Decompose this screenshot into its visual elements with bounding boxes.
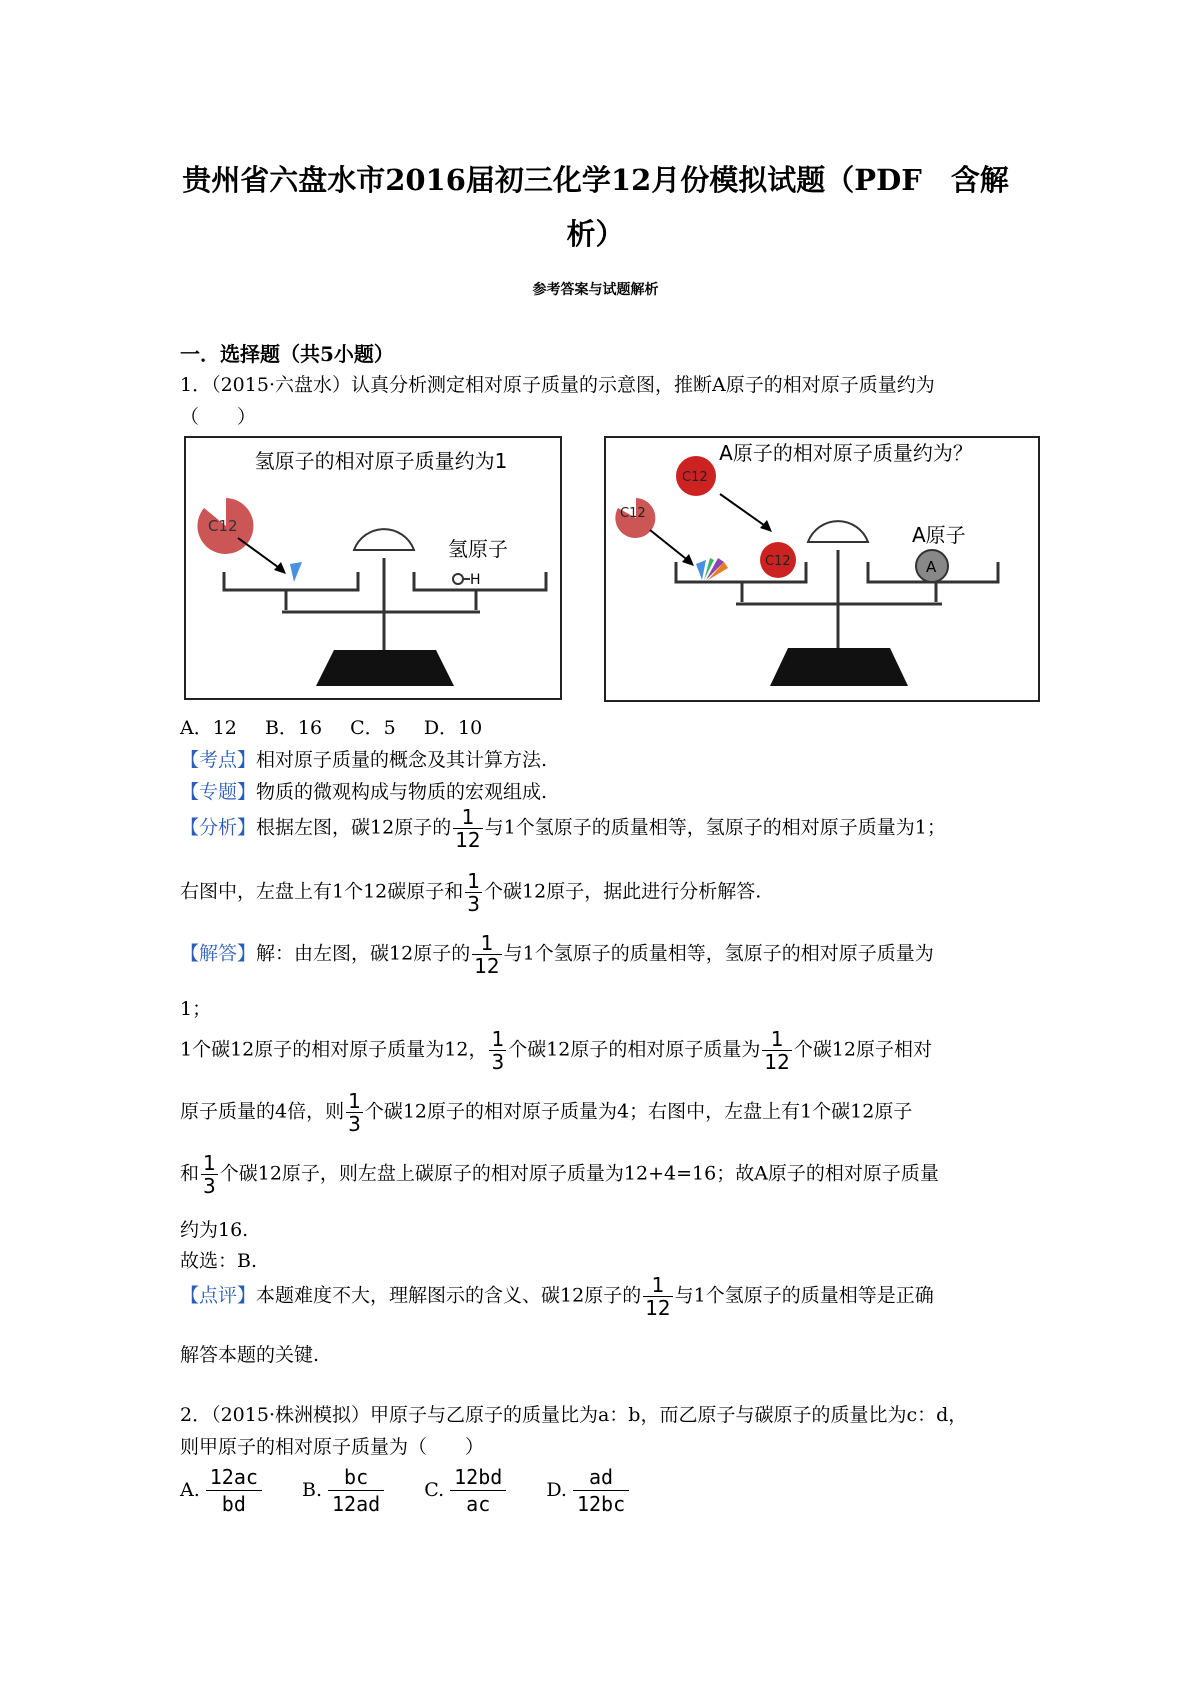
c12-slice-icon: [290, 562, 302, 582]
q1-stem-line2: （ ）: [180, 406, 257, 428]
q1-option-a[interactable]: A．12: [180, 717, 237, 739]
doc-title-line2: 析）: [566, 217, 625, 251]
fraction-1-12: $\frac{1}{12}$: [474, 931, 500, 978]
q1-jieda-line5: 和 $\frac{1}{3}$ 个碳12原子，则左盘上碳原子的相对原子质量为12+4=16；故A原子的相对原子质量: [180, 1151, 939, 1198]
q1-options: [180, 713, 482, 740]
q1-jieda-line6: 约为16.: [180, 1219, 249, 1241]
q1-option-b[interactable]: B．16: [264, 717, 323, 739]
q1-answer: 故选：B.: [180, 1250, 258, 1272]
q1-jieda-line2: 1；: [180, 998, 212, 1020]
q2-option-c[interactable]: C. $\frac{12bd}{ac}$: [424, 1479, 512, 1501]
q2-stem-line1: 2．（2015·株洲模拟）甲原子与乙原子的质量比为a：b，而乙原子与碳原子的质量比为c：d，: [180, 1404, 968, 1426]
fig-right-a-atom: A: [926, 558, 937, 576]
q1-stem-line1: 1．（2015·六盘水）认真分析测定相对原子质量的示意图，推断A原子的相对原子质量约为: [180, 374, 935, 396]
q1-option-d[interactable]: D．10: [423, 717, 483, 739]
q1-kaodian: 【考点】相对原子质量的概念及其计算方法.: [180, 749, 548, 771]
fraction-1-12: $\frac{1}{12}$: [645, 1273, 671, 1320]
fraction-1-12: $\frac{1}{12}$: [455, 805, 481, 852]
fig-left-h-label: 氢原子: [448, 537, 508, 561]
fig-left-c12-label: C12: [208, 517, 238, 535]
doc-title-line1: 贵州省六盘水市2016届初三化学12月份模拟试题（PDF 含解: [182, 163, 1009, 197]
fig-left-title: 氢原子的相对原子质量约为1: [254, 449, 508, 473]
svg-text:C12: C12: [620, 506, 646, 521]
kaodian-tag: 【考点】: [180, 749, 257, 771]
figure-left-balance: [184, 436, 562, 700]
svg-text:C12: C12: [682, 470, 708, 485]
q1-dianping-line2: 解答本题的关键.: [180, 1344, 320, 1366]
q1-dianping-line1: 【点评】本题难度不大，理解图示的含义、碳12原子的 $\frac{1}{12}$ 与1个氢原子的质量相等是正确: [180, 1273, 934, 1320]
q2-option-a[interactable]: A. $\frac{12ac}{bd}$: [180, 1479, 268, 1501]
q1-option-c[interactable]: C．5: [350, 717, 396, 739]
fig-right-title: A原子的相对原子质量约为？: [719, 441, 973, 465]
q1-jieda-line3: 1个碳12原子的相对原子质量为12， $\frac{1}{3}$ 个碳12原子的相对原子质量为 $\frac{1}{12}$ 个碳12原子相对: [180, 1027, 933, 1074]
h-atom-icon: [453, 574, 463, 584]
scale-dial-icon: [354, 529, 414, 550]
jieda-tag: 【解答】: [180, 942, 257, 965]
q2-option-b[interactable]: B. $\frac{bc}{12ad}$: [302, 1479, 390, 1501]
q1-jieda-line4: 原子质量的4倍，则 $\frac{1}{3}$ 个碳12原子的相对原子质量为4；右图中，左盘上有1个碳12原子: [180, 1089, 913, 1136]
fraction-1-3: $\frac{1}{3}$: [203, 1151, 216, 1198]
fraction-1-3: $\frac{1}{3}$: [467, 869, 481, 916]
q1-jieda-line1: 【解答】解：由左图，碳12原子的 $\frac{1}{12}$ 与1个氢原子的质量相等，氢原子的相对原子质量为: [180, 931, 934, 978]
fraction-1-3: $\frac{1}{3}$: [348, 1089, 361, 1136]
dianping-tag: 【点评】: [180, 1284, 257, 1307]
doc-subtitle: 参考答案与试题解析: [532, 282, 659, 298]
fenxi-tag: 【分析】: [180, 816, 257, 839]
q1-fenxi-line2: 右图中，左盘上有1个12碳原子和 $\frac{1}{3}$ 个碳12原子，据此进行分析解答.: [180, 869, 762, 916]
fraction-1-12: $\frac{1}{12}$: [764, 1027, 790, 1074]
zhuanti-tag: 【专题】: [180, 781, 257, 803]
figure-right-balance: [604, 436, 1040, 702]
fig-right-a-label: A原子: [912, 523, 966, 547]
q2-stem-line2: 则甲原子的相对原子质量为（ ）: [180, 1436, 485, 1458]
fig-left-h-atom: H: [470, 572, 481, 588]
section-heading: 一．选择题（共5小题）: [180, 342, 394, 366]
q1-zhuanti: 【专题】物质的微观构成与物质的宏观组成.: [180, 781, 548, 803]
scale-dial-icon: [808, 521, 868, 542]
q2-options: [180, 1464, 635, 1517]
fraction-1-3: $\frac{1}{3}$: [491, 1027, 505, 1074]
q1-fenxi-line1: 【分析】根据左图，碳12原子的 $\frac{1}{12}$ 与1个氢原子的质量相等，氢原子的相对原子质量为1；: [180, 805, 946, 852]
svg-text:C12: C12: [765, 554, 791, 569]
q2-option-d[interactable]: D. $\frac{ad}{12bc}$: [546, 1479, 635, 1501]
